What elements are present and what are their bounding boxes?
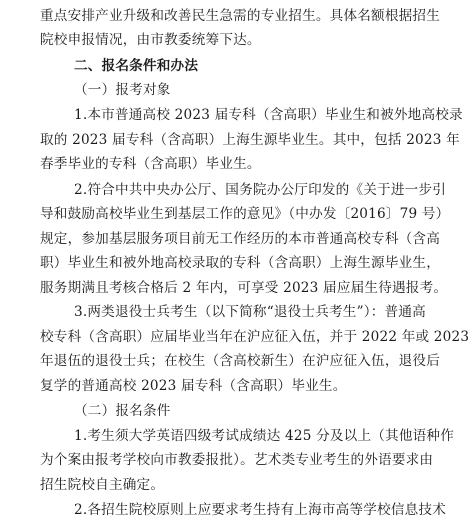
section-heading: 二、报名条件和办法 xyxy=(74,58,199,74)
body-line: 3.两类退役士兵考生（以下简称“退役士兵考生”）：普通高 xyxy=(74,304,426,320)
body-line: 院校申报情况，由市教委统筹下达。 xyxy=(40,32,261,48)
body-line: 导和鼓励高校毕业生到基层工作的意见》（中办发〔2016〕79 号） xyxy=(40,206,450,222)
body-line: 校专科（含高职）应届毕业当年在沪应征入伍，并于 2022 年或 2023 xyxy=(40,329,470,345)
body-line: 招生院校自主确定。 xyxy=(40,477,165,493)
body-line: 1.本市普通高校 2023 届专科（含高职）毕业生和被外地高校录 xyxy=(74,107,463,123)
subsection-heading: （二）报名条件 xyxy=(74,403,171,419)
body-line: 复学的普通高校 2023 届专科（含高职）毕业生。 xyxy=(40,378,347,394)
body-line: 职）毕业生和被外地高校录取的专科（含高职）上海生源毕业生， xyxy=(40,255,441,271)
body-line: 重点安排产业升级和改善民生急需的专业招生。具体名额根据招生 xyxy=(40,8,441,24)
body-line: 规定，参加基层服务项目前无工作经历的本市普通高校专科（含高 xyxy=(40,231,441,247)
body-line: 春季毕业的专科（含高职）毕业生。 xyxy=(40,156,261,172)
body-line: 服务期满且考核合格后 2 年内，可享受 2023 届应届生待遇报考。 xyxy=(40,280,448,296)
body-line: 1.考生须大学英语四级考试成绩达 425 分及以上（其他语种作 xyxy=(74,428,455,444)
body-line: 2.各招生院校原则上应要求考生持有上海市高等学校信息技术 xyxy=(74,502,447,518)
body-line: 取的 2023 届专科（含高职）上海生源毕业生。其中，包括 2023 年 xyxy=(40,132,460,148)
body-line: 年退伍的退役士兵；在校生（含高校新生）在沪应征入伍，退役后 xyxy=(40,353,441,369)
subsection-heading: （一）报考对象 xyxy=(74,82,171,98)
body-line: 2.符合中共中央办公厅、国务院办公厅印发的《关于进一步引 xyxy=(74,182,447,198)
body-line: 为个案由报考学校向市教委报批）。艺术类专业考生的外语要求由 xyxy=(40,452,434,468)
